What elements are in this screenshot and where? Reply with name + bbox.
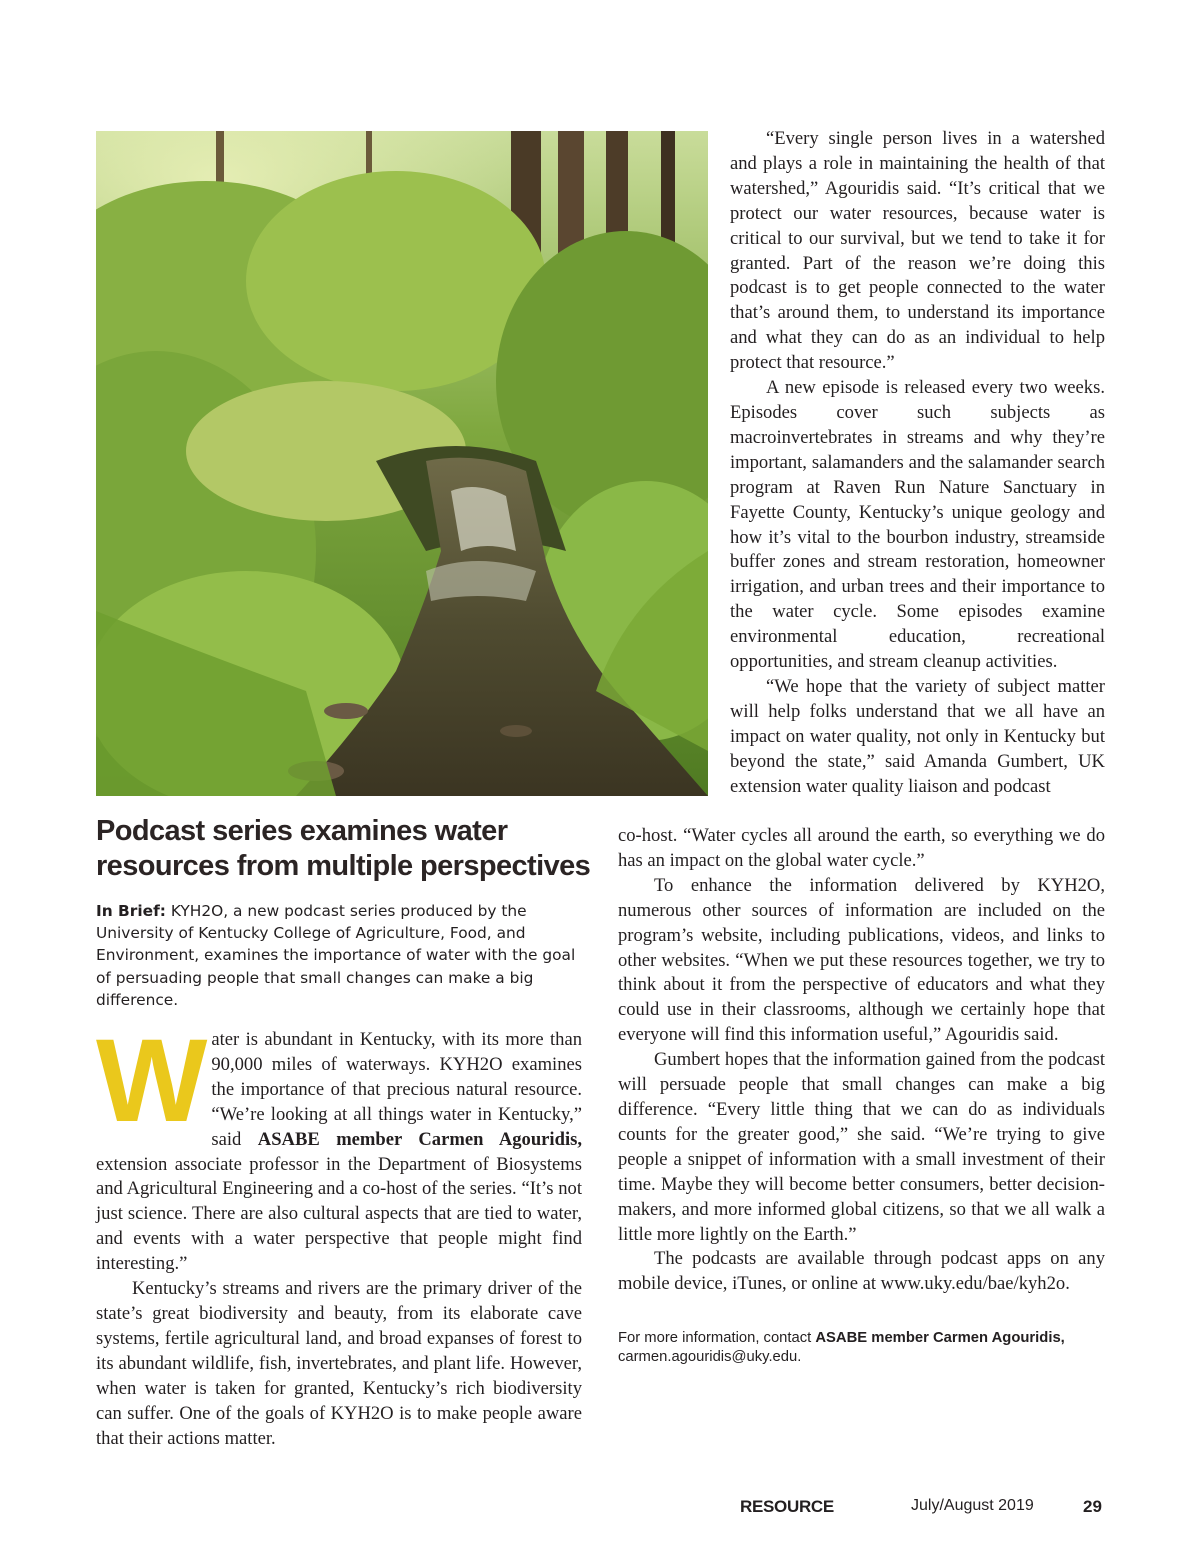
contact-start: For more information, contact <box>618 1330 816 1346</box>
article-paragraph-4: A new episode is released every two weeks. Episodes cover such subjects as macroinvertebrates in streams and why they’re important, salamanders and the salamander search program at Raven Run Nature Sanctuary in Fayette County, Kentucky’s unique geology and how it’s vital to the bourbon industry, streamside buffer zones and stream restoration, homeowner irrigation, and urban trees and their importance to the water cycle. Some episodes examine environmental education, recreational opportunities, and stream cleanup activities. <box>730 377 1105 673</box>
left-column-body <box>96 1015 582 1451</box>
paragraph-1-bold: ASABE member Carmen Agouridis, <box>257 1128 582 1150</box>
footer-issue-date: July/August 2019 <box>911 1497 1034 1514</box>
in-brief-summary <box>96 900 586 1011</box>
in-brief-label: In Brief: <box>96 902 166 920</box>
article-paragraph-5b: co-host. “Water cycles all around the earth, so everything we do has an impact on the global water cycle.” <box>618 825 1105 871</box>
footer-page-number: 29 <box>1083 1497 1102 1516</box>
right-column-bottom <box>618 824 1105 1297</box>
contact-info <box>618 1329 1088 1367</box>
paragraph-1-end: extension associate professor in the Department of Biosystems and Agricultural Engineering and a co-host of the series. “It’s not just science. There are also cultural aspects that are tied to water, and events with a water perspective that people might find interesting.” <box>96 1153 582 1275</box>
article-paragraph-2: Kentucky’s streams and rivers are the primary driver of the state’s great biodiversity and beauty, from its elaborate cave systems, fertile agricultural land, and broad expanses of forest to its abundant wildlife, fish, invertebrates, and plant life. However, when water is taken for granted, Kentucky’s rich biodiversity can suffer. One of the goals of KYH2O is to make people aware that their actions matter. <box>96 1278 582 1449</box>
right-column-top <box>730 127 1105 799</box>
article-paragraph-6: To enhance the information delivered by KYH2O, numerous other sources of information are included on the program’s website, including publications, videos, and links to other websites. “When we put these resources together, we try to think about it from the perspective of educators and what they could use in their classrooms, although we certainly hope that everyone will find this information useful,” Agouridis said. <box>618 874 1105 1046</box>
contact-end: carmen.agouridis@uky.edu. <box>618 1349 802 1365</box>
article-paragraph-7: Gumbert hopes that the information gained from the podcast will persuade people that small changes can make a big difference. “Every little thing that we can do as individuals counts for the greater good,” she said. “We’re trying to give people a snippet of information with a small investment of their time. Maybe they will become better consumers, better decision-makers, and more informed global citizens, so that we all walk a little more lightly on the Earth.” <box>618 1049 1105 1245</box>
forest-stream-photo <box>96 131 708 796</box>
footer-magazine-name: RESOURCE <box>740 1497 834 1516</box>
paragraph-1-start: ater is abundant in Kentucky, with its more than 90,000 miles of waterways. KYH2O examines the importance of that precious natural resource. “We’re looking at all things water in Kentucky,” said <box>211 1029 582 1150</box>
article-paragraph-8: The podcasts are available through podcast apps on any mobile device, iTunes, or online at www.uky.edu/bae/kyh2o. <box>618 1248 1105 1295</box>
in-brief-text: KYH2O, a new podcast series produced by the University of Kentucky College of Agriculture, Food, and Environment, examines the importance of water with the goal of persuading people that small changes can make a big difference. <box>96 902 576 1009</box>
article-paragraph-5a: “We hope that the variety of subject matter will help folks understand that we all have an impact on water quality, not only in Kentucky but beyond the state,” said Amanda Gumbert, UK extension water quality liaison and podcast <box>730 675 1105 797</box>
article-paragraph-3: “Every single person lives in a watershed and plays a role in maintaining the health of that watershed,” Agouridis said. “It’s critical that we protect our water resources, because water is critical to our survival, but we tend to take it for granted. Part of the reason we’re doing this podcast is to get people connected to the water that’s around them, to understand its importance and what they can do as an individual to help protect that resource.” <box>730 128 1105 374</box>
article-paragraph-1 <box>96 1015 582 1277</box>
drop-cap: W <box>96 1015 202 1147</box>
article-headline: Podcast series examines water resources from multiple perspectives <box>96 815 591 882</box>
contact-bold: ASABE member Carmen Agouridis, <box>815 1330 1065 1346</box>
